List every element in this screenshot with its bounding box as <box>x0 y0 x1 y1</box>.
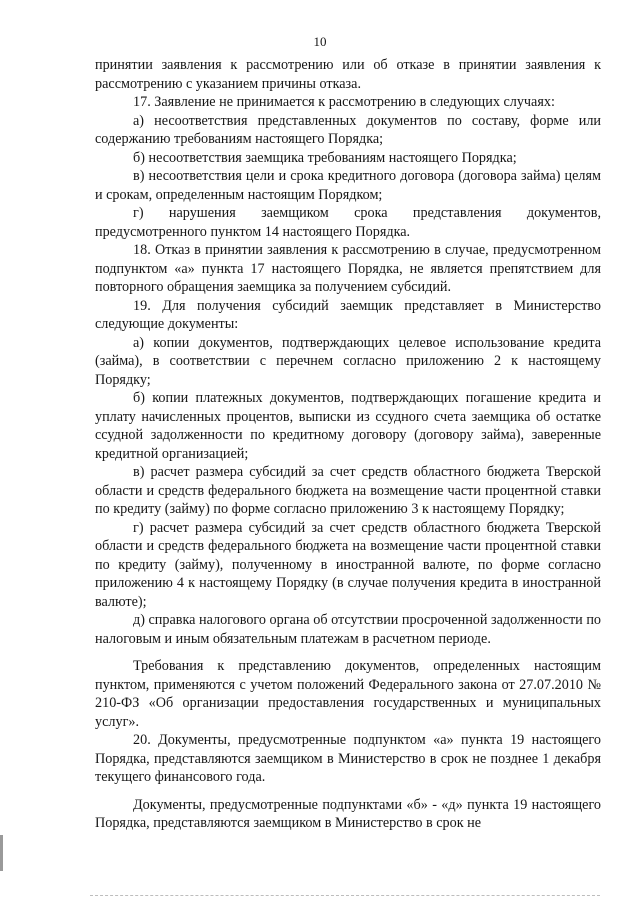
paragraph: а) копии документов, подтверждающих целевое использование кредита (займа), в соответствии с перечнем согласно приложению 2 к настоящему Порядку; <box>95 334 601 388</box>
paragraph: а) несоответствия представленных документов по составу, форме или содержанию требованиям настоящего Порядка; <box>95 112 601 147</box>
scan-bottom-line <box>90 895 600 896</box>
paragraph: г) расчет размера субсидий за счет средств областного бюджета Тверской области и средств федерального бюджета на возмещение части процентной ставки по кредиту (займу), полученному в иностранной валюте, по форме согласно приложению 4 к настоящему Порядку (в случае получения кредита в иностранной валюте); <box>95 519 601 610</box>
paragraph: Требования к представлению документов, определенных настоящим пунктом, применяются с учетом положений Федерального закона от 27.07.2010 № 210-ФЗ «Об организации предоставления государственных и муниципальных услуг». <box>95 658 601 730</box>
page-number: 10 <box>313 34 327 49</box>
paragraph: б) копии платежных документов, подтверждающих погашение кредита и уплату начисленных процентов, выписки из ссудного счета заемщика об остатке ссудной задолженности по кредитному договору (договору займа), заверенные кредитной организацией; <box>95 390 601 462</box>
paragraph: 17. Заявление не принимается к рассмотрению в следующих случаях: <box>133 94 555 110</box>
scan-edge-mark <box>0 835 3 871</box>
document-body <box>95 56 601 833</box>
paragraph: 18. Отказ в принятии заявления к рассмотрению в случае, предусмотренном подпунктом «а» пункта 17 настоящего Порядка, не является препятствием для повторного обращения заемщика за получением субсидий. <box>95 242 601 295</box>
paragraph: 20. Документы, предусмотренные подпунктом «а» пункта 19 настоящего Порядка, представляются заемщиком в Министерство в срок не позднее 1 декабря текущего финансового года. <box>95 732 601 785</box>
paragraph: Документы, предусмотренные подпунктами «б» - «д» пункта 19 настоящего Порядка, представляются заемщиком в Министерство в срок не <box>95 796 601 831</box>
paragraph: б) несоответствия заемщика требованиям настоящего Порядка; <box>133 149 517 166</box>
paragraph: 19. Для получения субсидий заемщик представляет в Министерство следующие документы: <box>95 297 601 332</box>
paragraph: д) справка налогового органа об отсутствии просроченной задолженности по налоговым и иным обязательным платежам в расчетном периоде. <box>95 612 601 647</box>
paragraph: принятии заявления к рассмотрению или об отказе в принятии заявления к рассмотрению с указанием причины отказа. <box>95 57 601 92</box>
paragraph: в) несоответствия цели и срока кредитного договора (договора займа) целям и срокам, определенным настоящим Порядком; <box>95 168 601 203</box>
paragraph: г) нарушения заемщиком срока представления документов, предусмотренного пунктом 14 настоящего Порядка. <box>95 205 601 240</box>
paragraph: в) расчет размера субсидий за счет средств областного бюджета Тверской области и средств федерального бюджета на возмещение части процентной ставки по кредиту (займу) по форме согласно приложению 3 к настоящему Порядку; <box>95 464 601 517</box>
